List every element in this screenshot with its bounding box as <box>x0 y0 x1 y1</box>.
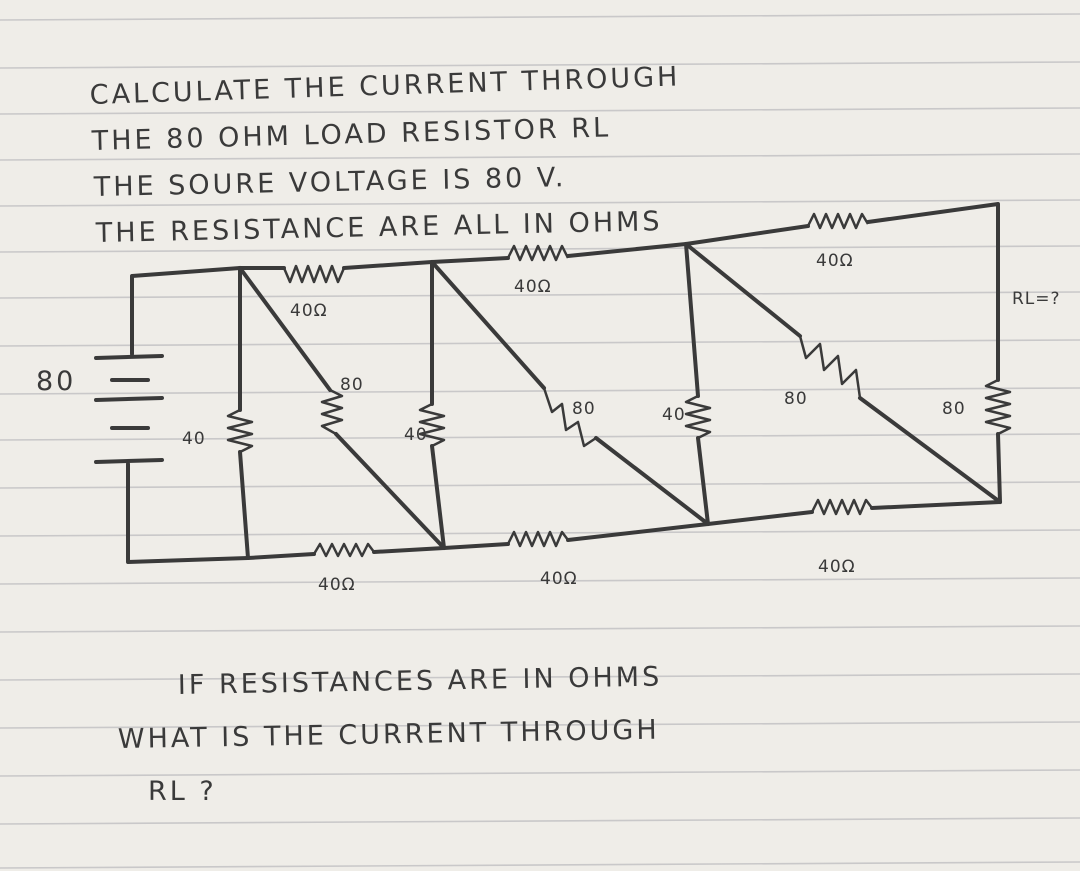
battery-plate-1 <box>96 356 162 358</box>
diag-resistor-1 <box>322 390 342 434</box>
diag-3-wire-b <box>860 398 1000 502</box>
problem-line-4: THE RESISTANCE ARE ALL IN OHMS <box>95 206 663 249</box>
top-resistor-2-label: 40Ω <box>514 277 552 297</box>
problem-statement <box>89 61 681 249</box>
question-block <box>118 662 663 807</box>
shunt-resistor-2-label: 40 <box>404 425 428 445</box>
top-rail-2 <box>344 258 508 268</box>
question-line-2: WHAT IS THE CURRENT THROUGH <box>117 714 660 755</box>
bottom-rail-3 <box>568 512 812 540</box>
diag-resistor-1-label: 80 <box>340 375 364 395</box>
shunt-3-wire-bottom <box>698 438 708 524</box>
diag-resistor-2-label: 80 <box>572 399 596 419</box>
load-resistor-value-label: 80 <box>942 399 966 419</box>
top-resistor-3 <box>808 214 868 228</box>
shunt-1-wire-bottom <box>240 452 248 558</box>
bottom-resistor-2-label: 40Ω <box>540 569 578 589</box>
problem-line-2: THE 80 OHM LOAD RESISTOR RL <box>91 112 612 157</box>
bottom-resistor-1 <box>314 544 374 556</box>
bottom-resistor-2 <box>508 532 568 546</box>
bottom-rail-4 <box>872 502 1000 508</box>
problem-line-1: CALCULATE THE CURRENT THROUGH <box>89 61 681 111</box>
circuit-labels <box>36 251 1061 595</box>
diag-2-wire-b <box>596 438 708 524</box>
shunt-resistor-1 <box>228 410 252 452</box>
bottom-resistor-3 <box>812 500 872 514</box>
bottom-rail-1 <box>248 554 314 558</box>
top-resistor-1 <box>284 266 344 282</box>
bottom-resistor-1-label: 40Ω <box>318 575 356 595</box>
top-resistor-1-label: 40Ω <box>290 301 328 321</box>
load-wire-bottom <box>998 434 1000 502</box>
battery-plate-3 <box>96 398 162 400</box>
diag-1-wire-b <box>336 434 444 548</box>
diag-3-wire-a <box>686 244 800 336</box>
source-voltage-label: 80 <box>36 366 77 397</box>
shunt-resistor-3-label: 40 <box>662 405 686 425</box>
shunt-resistor-3 <box>686 396 710 438</box>
question-line-3: RL ? <box>148 776 217 807</box>
question-line-1: IF RESISTANCES ARE IN OHMS <box>177 661 663 701</box>
shunt-resistor-1-label: 40 <box>182 429 206 449</box>
source-wire-bottom <box>128 464 248 562</box>
battery-plate-5 <box>96 460 162 462</box>
diag-1-wire-a <box>240 268 330 390</box>
problem-line-3: THE SOURE VOLTAGE IS 80 V. <box>93 162 567 203</box>
shunt-2-wire-bottom <box>432 446 444 548</box>
bottom-resistor-3-label: 40Ω <box>818 557 856 577</box>
source-wire-top <box>132 268 240 354</box>
top-resistor-3-label: 40Ω <box>816 251 854 271</box>
diag-resistor-3-label: 80 <box>784 389 808 409</box>
load-resistor-tag: RL=? <box>1012 289 1061 309</box>
circuit-diagram <box>96 204 1010 562</box>
shunt-3-wire-top <box>686 244 698 396</box>
